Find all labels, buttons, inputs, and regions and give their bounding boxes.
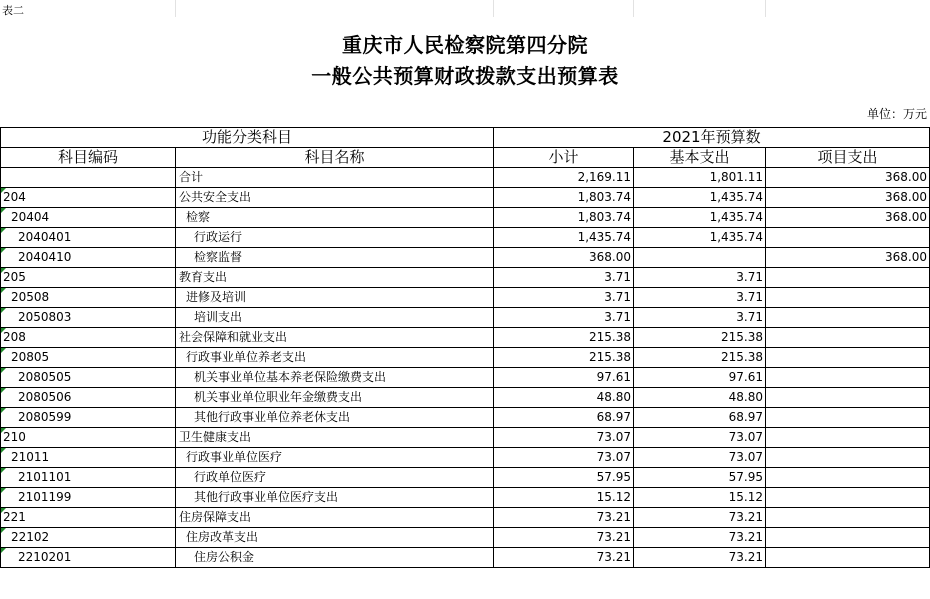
cell-text: 教育支出 — [179, 270, 228, 284]
cell-text: 2080506 — [18, 390, 72, 404]
cell-name — [176, 248, 494, 268]
table-row — [1, 368, 930, 388]
cell-text: 73.21 — [596, 550, 632, 564]
cell-project — [766, 288, 930, 308]
cell-text: 21011 — [11, 450, 50, 464]
cell-text: 205 — [3, 270, 26, 284]
cell-subtotal — [494, 528, 634, 548]
cell-name — [176, 508, 494, 528]
error-indicator-icon — [1, 508, 6, 513]
cell-project — [766, 268, 930, 288]
cell-text: 73.21 — [596, 510, 632, 524]
table-row — [1, 348, 930, 368]
cell-text: 合计 — [179, 170, 204, 184]
cell-project — [766, 448, 930, 468]
cell-basic — [634, 528, 766, 548]
cell-text: 2210201 — [18, 550, 72, 564]
cell-subtotal — [494, 268, 634, 288]
cell-text: 1,803.74 — [577, 190, 632, 204]
budget-table — [0, 127, 930, 568]
header-function-category: 功能分类科目 — [1, 128, 494, 148]
cell-code — [1, 368, 176, 388]
cell-text: 73.07 — [596, 430, 632, 444]
cell-project — [766, 528, 930, 548]
cell-text: 57.95 — [728, 470, 764, 484]
cell-code — [1, 428, 176, 448]
cell-basic — [634, 388, 766, 408]
cell-subtotal — [494, 408, 634, 428]
cell-text: 行政运行 — [194, 230, 243, 244]
cell-text: 行政事业单位养老支出 — [186, 350, 307, 364]
header-code: 科目编码 — [1, 148, 176, 168]
cell-code — [1, 208, 176, 228]
error-indicator-icon — [1, 428, 6, 433]
cell-code — [1, 168, 176, 188]
cell-subtotal — [494, 228, 634, 248]
error-indicator-icon — [1, 368, 6, 373]
cell-text: 机关事业单位职业年金缴费支出 — [194, 390, 363, 404]
cell-text: 368.00 — [885, 210, 928, 224]
error-indicator-icon — [1, 268, 6, 273]
cell-code — [1, 328, 176, 348]
cell-text: 3.71 — [604, 270, 632, 284]
cell-text: 1,803.74 — [577, 210, 632, 224]
cell-project — [766, 508, 930, 528]
sheet-gridlines — [0, 0, 930, 17]
cell-text: 73.21 — [728, 550, 764, 564]
error-indicator-icon — [1, 448, 6, 453]
cell-text: 368.00 — [885, 250, 928, 264]
cell-text: 进修及培训 — [186, 290, 247, 304]
cell-project — [766, 548, 930, 568]
cell-text: 73.07 — [728, 450, 764, 464]
cell-code — [1, 288, 176, 308]
table-row — [1, 548, 930, 568]
cell-text: 住房保障支出 — [179, 510, 252, 524]
table-body — [1, 168, 930, 568]
cell-text: 2050803 — [18, 310, 72, 324]
cell-subtotal — [494, 368, 634, 388]
cell-subtotal — [494, 428, 634, 448]
cell-name — [176, 168, 494, 188]
cell-text: 培训支出 — [194, 310, 243, 324]
cell-text: 73.21 — [728, 530, 764, 544]
cell-basic — [634, 348, 766, 368]
table-row — [1, 428, 930, 448]
error-indicator-icon — [1, 228, 6, 233]
cell-basic — [634, 368, 766, 388]
cell-basic — [634, 428, 766, 448]
cell-text: 48.80 — [596, 390, 632, 404]
error-indicator-icon — [1, 188, 6, 193]
cell-basic — [634, 288, 766, 308]
cell-text: 2080599 — [18, 410, 72, 424]
cell-text: 20805 — [11, 350, 50, 364]
cell-name — [176, 488, 494, 508]
unit-label: 单位：万元 — [866, 107, 927, 121]
table-row — [1, 328, 930, 348]
cell-project — [766, 428, 930, 448]
cell-text: 215.38 — [589, 330, 632, 344]
table-row — [1, 228, 930, 248]
cell-text: 其他行政事业单位医疗支出 — [194, 490, 339, 504]
error-indicator-icon — [1, 528, 6, 533]
header-basic: 基本支出 — [634, 148, 766, 168]
error-indicator-icon — [1, 248, 6, 253]
cell-subtotal — [494, 468, 634, 488]
cell-text: 210 — [3, 430, 26, 444]
error-indicator-icon — [1, 208, 6, 213]
cell-text: 卫生健康支出 — [179, 430, 252, 444]
cell-basic — [634, 508, 766, 528]
cell-text: 368.00 — [885, 190, 928, 204]
header-name: 科目名称 — [176, 148, 494, 168]
cell-text: 57.95 — [596, 470, 632, 484]
cell-text: 2,169.11 — [577, 170, 632, 184]
cell-basic — [634, 188, 766, 208]
cell-subtotal — [494, 328, 634, 348]
cell-project — [766, 168, 930, 188]
error-indicator-icon — [1, 488, 6, 493]
cell-code — [1, 488, 176, 508]
cell-name — [176, 228, 494, 248]
table-row — [1, 468, 930, 488]
error-indicator-icon — [1, 348, 6, 353]
cell-subtotal — [494, 388, 634, 408]
cell-name — [176, 548, 494, 568]
table-row — [1, 208, 930, 228]
table-row — [1, 508, 930, 528]
error-indicator-icon — [1, 408, 6, 413]
cell-subtotal — [494, 288, 634, 308]
cell-text: 2101101 — [18, 470, 72, 484]
cell-code — [1, 508, 176, 528]
cell-project — [766, 208, 930, 228]
error-indicator-icon — [1, 328, 6, 333]
cell-text: 215.38 — [589, 350, 632, 364]
error-indicator-icon — [1, 288, 6, 293]
cell-name — [176, 428, 494, 448]
cell-text: 73.07 — [596, 450, 632, 464]
cell-code — [1, 548, 176, 568]
cell-code — [1, 188, 176, 208]
cell-project — [766, 328, 930, 348]
cell-text: 检察 — [186, 210, 211, 224]
cell-project — [766, 488, 930, 508]
cell-subtotal — [494, 188, 634, 208]
table-row — [1, 488, 930, 508]
table-row — [1, 288, 930, 308]
table-row — [1, 188, 930, 208]
cell-text: 1,435.74 — [709, 230, 764, 244]
cell-text: 2080505 — [18, 370, 72, 384]
cell-basic — [634, 208, 766, 228]
cell-text: 行政单位医疗 — [194, 470, 267, 484]
cell-name — [176, 268, 494, 288]
cell-text: 208 — [3, 330, 26, 344]
table-row — [1, 268, 930, 288]
cell-text: 15.12 — [728, 490, 764, 504]
cell-text: 住房公积金 — [194, 550, 255, 564]
cell-text: 215.38 — [721, 350, 764, 364]
cell-basic — [634, 248, 766, 268]
cell-text: 73.07 — [728, 430, 764, 444]
cell-project — [766, 388, 930, 408]
cell-subtotal — [494, 488, 634, 508]
cell-basic — [634, 548, 766, 568]
cell-text: 其他行政事业单位养老休支出 — [194, 410, 351, 424]
cell-subtotal — [494, 348, 634, 368]
cell-text: 73.21 — [728, 510, 764, 524]
cell-text: 22102 — [11, 530, 50, 544]
cell-text: 2040410 — [18, 250, 72, 264]
cell-text: 97.61 — [728, 370, 764, 384]
cell-name — [176, 468, 494, 488]
cell-subtotal — [494, 508, 634, 528]
cell-text: 2101199 — [18, 490, 72, 504]
error-indicator-icon — [1, 388, 6, 393]
cell-code — [1, 448, 176, 468]
cell-project — [766, 228, 930, 248]
cell-name — [176, 308, 494, 328]
table-row — [1, 408, 930, 428]
cell-code — [1, 408, 176, 428]
cell-project — [766, 368, 930, 388]
cell-text: 20508 — [11, 290, 50, 304]
cell-name — [176, 288, 494, 308]
cell-text: 97.61 — [596, 370, 632, 384]
cell-name — [176, 408, 494, 428]
cell-text: 1,435.74 — [577, 230, 632, 244]
cell-text: 3.71 — [736, 290, 764, 304]
table-row — [1, 168, 930, 188]
cell-subtotal — [494, 448, 634, 468]
cell-text: 73.21 — [596, 530, 632, 544]
cell-text: 3.71 — [604, 290, 632, 304]
cell-code — [1, 228, 176, 248]
cell-project — [766, 248, 930, 268]
cell-basic — [634, 168, 766, 188]
cell-text: 221 — [3, 510, 26, 524]
cell-subtotal — [494, 208, 634, 228]
cell-basic — [634, 268, 766, 288]
cell-name — [176, 208, 494, 228]
table-row — [1, 528, 930, 548]
cell-basic — [634, 408, 766, 428]
cell-name — [176, 528, 494, 548]
cell-text: 2040401 — [18, 230, 72, 244]
cell-subtotal — [494, 548, 634, 568]
cell-name — [176, 448, 494, 468]
cell-text: 3.71 — [604, 310, 632, 324]
cell-text: 3.71 — [736, 270, 764, 284]
cell-name — [176, 328, 494, 348]
cell-code — [1, 268, 176, 288]
header-budget-year: 2021年预算数 — [494, 128, 930, 148]
cell-name — [176, 348, 494, 368]
sheet-label: 表二 — [2, 4, 24, 17]
cell-project — [766, 348, 930, 368]
cell-name — [176, 188, 494, 208]
cell-text: 1,801.11 — [709, 170, 764, 184]
cell-text: 368.00 — [885, 170, 928, 184]
cell-basic — [634, 448, 766, 468]
cell-project — [766, 468, 930, 488]
cell-text: 公共安全支出 — [179, 190, 252, 204]
cell-text: 检察监督 — [194, 250, 243, 264]
cell-code — [1, 308, 176, 328]
table-row — [1, 308, 930, 328]
error-indicator-icon — [1, 308, 6, 313]
report-title-name: 一般公共预算财政拨款支出预算表 — [311, 64, 619, 88]
cell-name — [176, 368, 494, 388]
cell-basic — [634, 228, 766, 248]
cell-text: 行政事业单位医疗 — [186, 450, 283, 464]
cell-name — [176, 388, 494, 408]
cell-text: 社会保障和就业支出 — [179, 330, 288, 344]
table-row — [1, 248, 930, 268]
cell-basic — [634, 468, 766, 488]
cell-project — [766, 308, 930, 328]
cell-text: 住房改革支出 — [186, 530, 259, 544]
cell-code — [1, 348, 176, 368]
cell-basic — [634, 328, 766, 348]
cell-code — [1, 248, 176, 268]
error-indicator-icon — [1, 468, 6, 473]
cell-text: 68.97 — [596, 410, 632, 424]
header-project: 项目支出 — [766, 148, 930, 168]
cell-code — [1, 388, 176, 408]
cell-subtotal — [494, 308, 634, 328]
header-subtotal: 小计 — [494, 148, 634, 168]
cell-text: 368.00 — [589, 250, 632, 264]
cell-text: 1,435.74 — [709, 210, 764, 224]
cell-code — [1, 468, 176, 488]
cell-text: 15.12 — [596, 490, 632, 504]
error-indicator-icon — [1, 548, 6, 553]
report-title-org: 重庆市人民检察院第四分院 — [342, 33, 588, 57]
cell-text: 机关事业单位基本养老保险缴费支出 — [194, 370, 387, 384]
cell-text: 204 — [3, 190, 26, 204]
cell-text: 48.80 — [728, 390, 764, 404]
cell-text: 215.38 — [721, 330, 764, 344]
cell-basic — [634, 488, 766, 508]
cell-text: 68.97 — [728, 410, 764, 424]
cell-text: 1,435.74 — [709, 190, 764, 204]
cell-text: 3.71 — [736, 310, 764, 324]
cell-project — [766, 188, 930, 208]
table-row — [1, 388, 930, 408]
cell-text: 20404 — [11, 210, 50, 224]
cell-basic — [634, 308, 766, 328]
cell-subtotal — [494, 168, 634, 188]
cell-code — [1, 528, 176, 548]
cell-subtotal — [494, 248, 634, 268]
table-row — [1, 448, 930, 468]
cell-project — [766, 408, 930, 428]
